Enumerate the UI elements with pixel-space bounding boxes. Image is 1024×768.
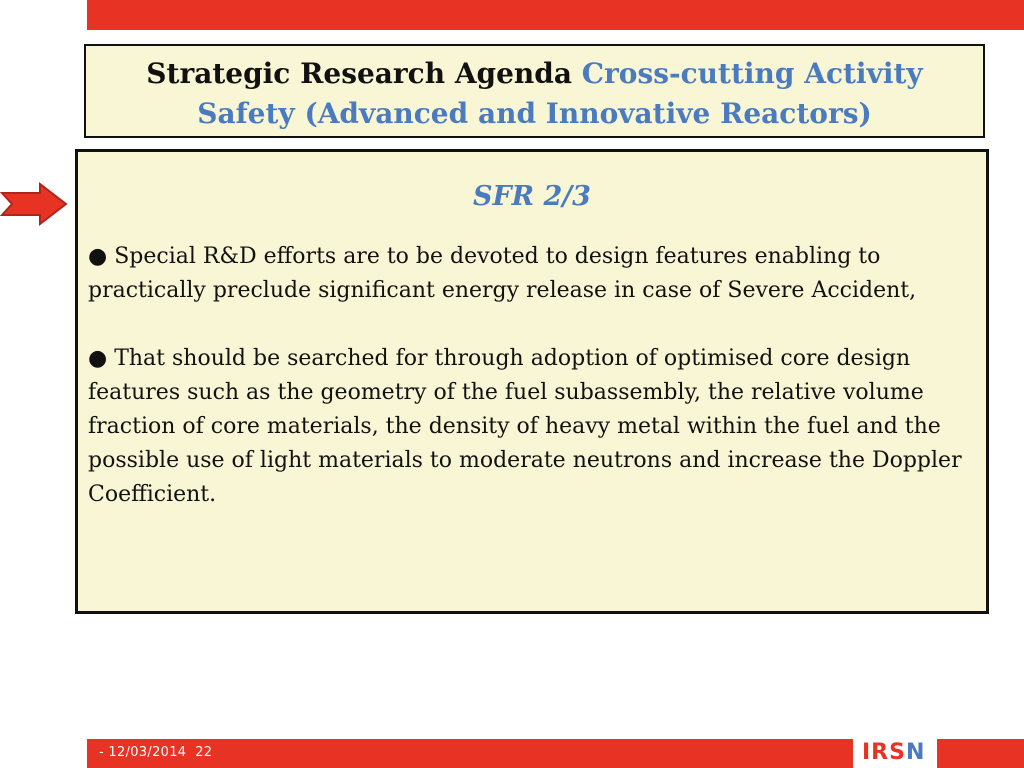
section-title: SFR 2/3 [473, 181, 591, 212]
bullet-text: That should be searched for through adoption of optimised core design features such as the geometry of the fuel subassembly, the relative volume fraction of core materials, the density of heavy metal within the fuel and the possible use of light materials to moderate neutrons and increase the Doppler Coefficient. [88, 346, 962, 507]
irsn-logo [862, 740, 925, 765]
footer-text [99, 745, 212, 760]
right-arrow-icon [0, 182, 68, 226]
bullet-item [88, 240, 976, 308]
logo-main-text: IRS [862, 740, 906, 765]
title-line2: Safety (Advanced and Innovative Reactors) [197, 97, 872, 130]
bullet-icon: ● [88, 346, 108, 371]
bullet-icon: ● [88, 244, 108, 269]
logo-accent-text: N [905, 740, 926, 765]
content-box [75, 149, 989, 614]
title-main: Strategic Research Agenda [146, 57, 573, 90]
slide-title-box [84, 44, 985, 138]
title-subtitle: Cross-cutting Activity [581, 57, 923, 90]
bullet-text: Special R&D efforts are to be devoted to design features enabling to practically preclude significant energy release in case of Severe Accident, [88, 244, 917, 303]
bullet-item [88, 342, 976, 512]
top-decorative-bar [87, 0, 1024, 30]
footer-date: - 12/03/2014 [99, 745, 187, 760]
page-number: 22 [195, 745, 213, 760]
